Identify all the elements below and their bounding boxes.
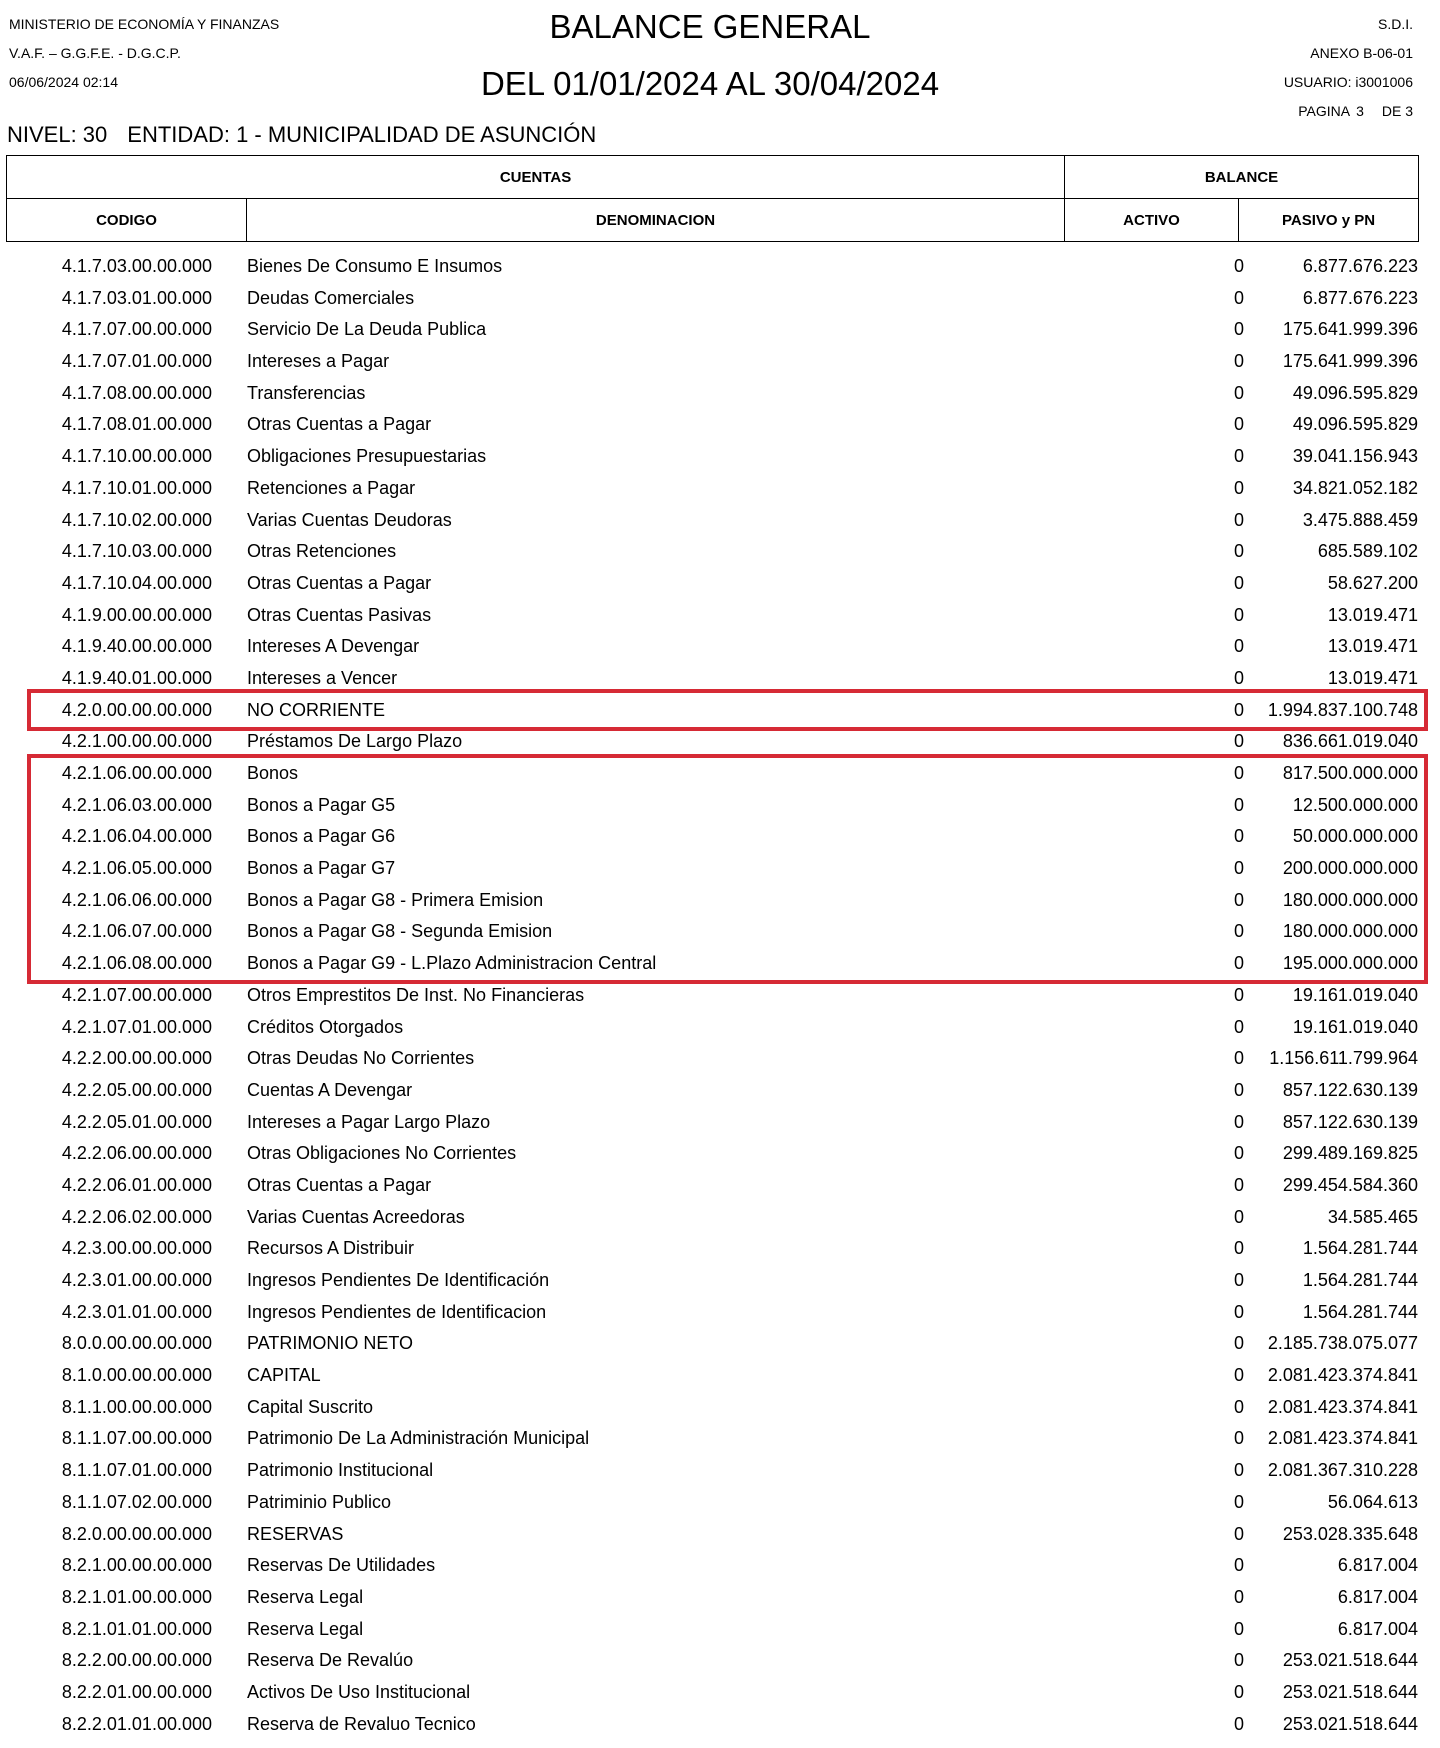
- account-code: 4.2.1.07.01.00.000: [61, 1016, 212, 1037]
- account-name: Otras Cuentas a Pagar: [247, 572, 432, 593]
- account-code: 4.2.2.05.01.00.000: [61, 1111, 212, 1132]
- pasivo-value: 3.475.888.459: [1302, 509, 1418, 530]
- page-label: PAGINA: [1298, 103, 1351, 119]
- account-name: Intereses A Devengar: [247, 636, 420, 657]
- table-row: [6, 1582, 1418, 1614]
- activo-value: 0: [1233, 1681, 1244, 1702]
- account-code: 4.1.7.03.00.00.000: [61, 256, 212, 276]
- account-name: PATRIMONIO NETO: [247, 1333, 414, 1354]
- account-name: Otras Cuentas a Pagar: [247, 414, 432, 435]
- header-codigo: CODIGO: [7, 199, 247, 242]
- table-row: [6, 409, 1418, 441]
- table-row: [6, 1455, 1418, 1487]
- pasivo-value: 836.661.019.040: [1282, 731, 1418, 752]
- activo-value: 0: [1233, 1333, 1244, 1354]
- table-row: [6, 1614, 1418, 1646]
- account-name: Bonos a Pagar G9 - L.Plazo Administracion Central: [247, 953, 657, 974]
- pasivo-value: 299.454.584.360: [1282, 1174, 1418, 1195]
- account-name: Bonos: [247, 763, 299, 783]
- account-name: Créditos Otorgados: [247, 1016, 404, 1037]
- table-row: [6, 1043, 1418, 1075]
- table-row: [6, 663, 1418, 695]
- activo-value: 0: [1233, 1111, 1244, 1132]
- account-name: Otras Retenciones: [247, 541, 397, 562]
- pasivo-value: 1.564.281.744: [1302, 1270, 1418, 1290]
- activo-value: 0: [1233, 256, 1244, 276]
- account-name: Transferencias: [247, 382, 366, 403]
- pasivo-value: 6.877.676.223: [1302, 256, 1418, 276]
- account-code: 8.2.1.00.00.00.000: [61, 1555, 212, 1576]
- activo-value: 0: [1233, 826, 1244, 847]
- table-row: [6, 473, 1418, 505]
- activo-value: 0: [1233, 1143, 1244, 1164]
- activo-value: 0: [1233, 1650, 1244, 1671]
- activo-value: 0: [1233, 604, 1244, 625]
- table-row: [6, 1107, 1418, 1139]
- activo-value: 0: [1233, 287, 1244, 308]
- account-name: Cuentas A Devengar: [247, 1079, 413, 1100]
- account-code: 4.1.7.10.03.00.000: [61, 541, 212, 562]
- account-code: 4.1.7.03.01.00.000: [61, 287, 212, 308]
- account-code: 4.2.1.06.00.00.000: [61, 763, 212, 783]
- page-indicator: [1284, 97, 1413, 126]
- table-row: [6, 1487, 1418, 1519]
- account-code: 8.1.1.07.00.00.000: [61, 1428, 212, 1449]
- pasivo-value: 200.000.000.000: [1282, 858, 1418, 879]
- pasivo-value: 253.028.335.648: [1282, 1523, 1418, 1544]
- header-balance: BALANCE: [1065, 156, 1419, 199]
- pasivo-value: 34.585.465: [1327, 1206, 1418, 1227]
- pasivo-value: 6.817.004: [1337, 1555, 1418, 1576]
- account-name: Ingresos Pendientes de Identificacion: [247, 1301, 547, 1322]
- pasivo-value: 1.564.281.744: [1302, 1238, 1418, 1259]
- table-row: [6, 600, 1418, 632]
- table-row: [6, 251, 1418, 283]
- account-code: 8.2.2.01.00.00.000: [61, 1681, 212, 1702]
- table-row: [6, 1423, 1418, 1455]
- account-code: 4.2.1.06.03.00.000: [61, 794, 212, 815]
- department-code: V.A.F. – G.G.F.E. - D.G.C.P.: [9, 45, 181, 61]
- account-code: 8.1.1.07.01.00.000: [61, 1460, 212, 1481]
- activo-value: 0: [1233, 1428, 1244, 1449]
- activo-value: 0: [1233, 1396, 1244, 1417]
- account-name: Obligaciones Presupuestarias: [247, 446, 487, 467]
- activo-value: 0: [1233, 1048, 1244, 1069]
- table-row: [6, 916, 1418, 948]
- activo-value: 0: [1233, 1174, 1244, 1195]
- pasivo-value: 857.122.630.139: [1282, 1111, 1418, 1132]
- pasivo-value: 6.817.004: [1337, 1586, 1418, 1607]
- table-row: [6, 790, 1418, 822]
- pasivo-value: 253.021.518.644: [1282, 1650, 1418, 1671]
- user-id: USUARIO: i3001006: [1283, 74, 1413, 90]
- table-row: [6, 1012, 1418, 1044]
- activo-value: 0: [1233, 414, 1244, 435]
- header-pasivo: PASIVO y PN: [1239, 199, 1419, 242]
- account-code: 4.1.7.08.01.00.000: [61, 414, 212, 435]
- table-row: [6, 1550, 1418, 1582]
- activo-value: 0: [1233, 921, 1244, 942]
- pasivo-value: 19.161.019.040: [1292, 1016, 1418, 1037]
- table-row: [6, 536, 1418, 568]
- account-code: 4.2.1.06.04.00.000: [61, 826, 212, 847]
- pasivo-value: 1.994.837.100.748: [1267, 699, 1418, 720]
- table-row: [6, 1075, 1418, 1107]
- table-row: [6, 1138, 1418, 1170]
- table-row: [6, 283, 1418, 315]
- pasivo-value: 2.185.738.075.077: [1267, 1333, 1418, 1354]
- activo-value: 0: [1233, 1079, 1244, 1100]
- activo-value: 0: [1233, 1206, 1244, 1227]
- account-code: 4.2.2.05.00.00.000: [61, 1079, 212, 1100]
- page-total: DE 3: [1381, 103, 1413, 119]
- table-row: [6, 695, 1418, 727]
- report-meta: [1284, 10, 1413, 126]
- pasivo-value: 49.096.595.829: [1292, 382, 1418, 403]
- account-name: Reservas De Utilidades: [247, 1555, 436, 1576]
- account-code: 4.1.7.08.00.00.000: [61, 382, 212, 403]
- table-row: [6, 1677, 1418, 1709]
- entity-label: ENTIDAD: 1 - MUNICIPALIDAD DE ASUNCIÓN: [127, 122, 597, 147]
- activo-value: 0: [1233, 858, 1244, 879]
- table-row: [6, 441, 1418, 473]
- account-code: 8.0.0.00.00.00.000: [61, 1333, 212, 1354]
- account-name: CAPITAL: [247, 1365, 321, 1386]
- pasivo-value: 6.877.676.223: [1302, 287, 1418, 308]
- pasivo-value: 175.641.999.396: [1282, 351, 1418, 372]
- account-name: Bonos a Pagar G5: [247, 794, 396, 815]
- table-row: [6, 1202, 1418, 1234]
- activo-value: 0: [1233, 1555, 1244, 1576]
- pasivo-value: 34.821.052.182: [1292, 477, 1418, 498]
- account-code: 4.2.1.06.06.00.000: [61, 889, 212, 910]
- account-name: Recursos A Distribuir: [247, 1238, 415, 1259]
- activo-value: 0: [1233, 319, 1244, 340]
- table-row: [6, 1392, 1418, 1424]
- account-code: 4.2.2.00.00.00.000: [61, 1048, 212, 1069]
- account-code: 8.2.1.01.00.00.000: [61, 1586, 212, 1607]
- pasivo-value: 6.817.004: [1337, 1618, 1418, 1639]
- table-row: [6, 505, 1418, 537]
- activo-value: 0: [1233, 1238, 1244, 1259]
- account-code: 4.2.3.01.00.00.000: [61, 1270, 212, 1290]
- pasivo-value: 175.641.999.396: [1282, 319, 1418, 340]
- pasivo-value: 13.019.471: [1327, 604, 1418, 625]
- account-name: Activos De Uso Institucional: [247, 1681, 471, 1702]
- account-name: Otros Emprestitos De Inst. No Financieras: [247, 984, 585, 1005]
- account-code: 4.1.7.07.00.00.000: [61, 319, 212, 340]
- activo-value: 0: [1233, 1523, 1244, 1544]
- pasivo-value: 1.564.281.744: [1302, 1301, 1418, 1322]
- table-row: [6, 853, 1418, 885]
- account-name: Retenciones a Pagar: [247, 477, 416, 498]
- activo-value: 0: [1233, 1365, 1244, 1386]
- account-name: Patrimonio De La Administración Municipal: [247, 1428, 590, 1449]
- table-row: [6, 885, 1418, 917]
- pasivo-value: 50.000.000.000: [1292, 826, 1418, 847]
- header-activo: ACTIVO: [1065, 199, 1239, 242]
- table-row: [6, 726, 1418, 758]
- table-row: [6, 1297, 1418, 1329]
- activo-value: 0: [1233, 1618, 1244, 1639]
- pasivo-value: 180.000.000.000: [1282, 889, 1418, 910]
- account-name: Intereses a Pagar Largo Plazo: [247, 1111, 491, 1132]
- account-code: 4.1.9.40.00.00.000: [61, 636, 212, 657]
- table-row: [6, 1328, 1418, 1360]
- activo-value: 0: [1233, 541, 1244, 562]
- ministry-name: MINISTERIO DE ECONOMÍA Y FINANZAS: [9, 16, 280, 32]
- account-name: Reserva De Revalúo: [247, 1650, 414, 1671]
- account-code: 4.2.1.06.07.00.000: [61, 921, 212, 942]
- account-name: Préstamos De Largo Plazo: [247, 731, 463, 752]
- account-code: 4.2.2.06.00.00.000: [61, 1143, 212, 1164]
- account-code: 4.1.7.10.01.00.000: [61, 477, 212, 498]
- table-row: [6, 314, 1418, 346]
- account-name: RESERVAS: [247, 1523, 344, 1544]
- activo-value: 0: [1233, 1270, 1244, 1290]
- account-name: Patriminio Publico: [247, 1491, 392, 1512]
- table-row: [6, 568, 1418, 600]
- account-code: 4.1.7.10.00.00.000: [61, 446, 212, 467]
- account-code: 4.1.7.10.04.00.000: [61, 572, 212, 593]
- account-name: Bonos a Pagar G8 - Primera Emision: [247, 889, 544, 910]
- balance-table-header: [6, 155, 1419, 242]
- activo-value: 0: [1233, 667, 1244, 688]
- account-code: 8.1.1.07.02.00.000: [61, 1491, 212, 1512]
- activo-value: 0: [1233, 794, 1244, 815]
- account-code: 4.2.3.01.01.00.000: [61, 1301, 212, 1322]
- account-code: 8.2.0.00.00.00.000: [61, 1523, 212, 1544]
- account-name: Intereses a Vencer: [247, 667, 398, 688]
- account-name: Reserva de Revaluo Tecnico: [247, 1713, 476, 1734]
- pasivo-value: 195.000.000.000: [1282, 953, 1418, 974]
- pasivo-value: 253.021.518.644: [1282, 1713, 1418, 1734]
- pasivo-value: 39.041.156.943: [1292, 446, 1418, 467]
- account-name: Bonos a Pagar G8 - Segunda Emision: [247, 921, 553, 942]
- table-row: [6, 1265, 1418, 1297]
- activo-value: 0: [1233, 984, 1244, 1005]
- account-code: 4.2.3.00.00.00.000: [61, 1238, 212, 1259]
- table-row: [6, 980, 1418, 1012]
- activo-value: 0: [1233, 1016, 1244, 1037]
- account-name: Reserva Legal: [247, 1586, 364, 1607]
- account-name: Bonos a Pagar G7: [247, 858, 396, 879]
- balance-rows: [6, 251, 1418, 1740]
- account-code: 4.2.2.06.02.00.000: [61, 1206, 212, 1227]
- activo-value: 0: [1233, 509, 1244, 530]
- pasivo-value: 2.081.367.310.228: [1267, 1460, 1418, 1481]
- account-name: Varias Cuentas Acreedoras: [247, 1206, 465, 1227]
- account-code: 4.2.1.06.08.00.000: [61, 953, 212, 974]
- table-row: [6, 346, 1418, 378]
- activo-value: 0: [1233, 763, 1244, 783]
- pasivo-value: 817.500.000.000: [1282, 763, 1418, 783]
- activo-value: 0: [1233, 382, 1244, 403]
- pasivo-value: 19.161.019.040: [1292, 984, 1418, 1005]
- activo-value: 0: [1233, 446, 1244, 467]
- account-name: Deudas Comerciales: [247, 287, 415, 308]
- annex-code: ANEXO B-06-01: [1310, 45, 1413, 61]
- account-code: 4.2.1.07.00.00.000: [61, 984, 212, 1005]
- account-code: 4.2.0.00.00.00.000: [61, 699, 212, 720]
- table-row: [6, 378, 1418, 410]
- account-code: 4.2.1.00.00.00.000: [61, 731, 212, 752]
- header-denominacion: DENOMINACION: [247, 199, 1065, 242]
- activo-value: 0: [1233, 1460, 1244, 1481]
- account-name: Bonos a Pagar G6: [247, 826, 396, 847]
- activo-value: 0: [1233, 699, 1244, 720]
- account-name: Patrimonio Institucional: [247, 1460, 434, 1481]
- account-code: 8.2.2.01.01.00.000: [61, 1713, 212, 1734]
- pasivo-value: 2.081.423.374.841: [1267, 1428, 1418, 1449]
- account-code: 8.2.2.00.00.00.000: [61, 1650, 212, 1671]
- table-row: [6, 821, 1418, 853]
- pasivo-value: 2.081.423.374.841: [1267, 1365, 1418, 1386]
- system-code: S.D.I.: [1377, 16, 1413, 32]
- account-code: 4.1.9.00.00.00.000: [61, 604, 212, 625]
- table-row: [6, 1360, 1418, 1392]
- account-name: Intereses a Pagar: [247, 351, 390, 372]
- activo-value: 0: [1233, 477, 1244, 498]
- account-name: Otras Cuentas a Pagar: [247, 1174, 432, 1195]
- report-period: DEL 01/01/2024 AL 30/04/2024: [480, 65, 940, 102]
- activo-value: 0: [1233, 953, 1244, 974]
- activo-value: 0: [1233, 636, 1244, 657]
- entity-line: [7, 122, 616, 148]
- activo-value: 0: [1233, 731, 1244, 752]
- pasivo-value: 299.489.169.825: [1282, 1143, 1418, 1164]
- pasivo-value: 56.064.613: [1327, 1491, 1418, 1512]
- account-code: 8.1.0.00.00.00.000: [61, 1365, 212, 1386]
- activo-value: 0: [1233, 1586, 1244, 1607]
- table-row: [6, 631, 1418, 663]
- activo-value: 0: [1233, 889, 1244, 910]
- activo-value: 0: [1233, 351, 1244, 372]
- account-code: 4.1.7.07.01.00.000: [61, 351, 212, 372]
- pasivo-value: 2.081.423.374.841: [1267, 1396, 1418, 1417]
- account-code: 4.1.7.10.02.00.000: [61, 509, 212, 530]
- pasivo-value: 58.627.200: [1327, 572, 1418, 593]
- table-row: [6, 1709, 1418, 1741]
- account-code: 8.1.1.00.00.00.000: [61, 1396, 212, 1417]
- pasivo-value: 253.021.518.644: [1282, 1681, 1418, 1702]
- table-row: [6, 1519, 1418, 1551]
- table-row: [6, 948, 1418, 980]
- pasivo-value: 13.019.471: [1327, 636, 1418, 657]
- pasivo-value: 12.500.000.000: [1292, 794, 1418, 815]
- account-code: 4.2.1.06.05.00.000: [61, 858, 212, 879]
- account-code: 4.2.2.06.01.00.000: [61, 1174, 212, 1195]
- pasivo-value: 49.096.595.829: [1292, 414, 1418, 435]
- account-name: Servicio De La Deuda Publica: [247, 319, 487, 340]
- account-name: Otras Deudas No Corrientes: [247, 1048, 475, 1069]
- table-row: [6, 1233, 1418, 1265]
- pasivo-value: 857.122.630.139: [1282, 1079, 1418, 1100]
- report-title: BALANCE GENERAL: [549, 8, 871, 45]
- activo-value: 0: [1233, 1713, 1244, 1734]
- nivel-label: NIVEL: 30: [7, 122, 108, 147]
- account-code: 8.2.1.01.01.00.000: [61, 1618, 212, 1639]
- account-name: Capital Suscrito: [247, 1396, 374, 1417]
- print-timestamp: 06/06/2024 02:14: [9, 74, 118, 90]
- page-number: 3: [1356, 103, 1364, 119]
- pasivo-value: 685.589.102: [1317, 541, 1418, 562]
- table-row: [6, 1170, 1418, 1202]
- pasivo-value: 180.000.000.000: [1282, 921, 1418, 942]
- pasivo-value: 1.156.611.799.964: [1269, 1048, 1418, 1069]
- table-row: [6, 758, 1418, 790]
- account-name: Ingresos Pendientes De Identificación: [247, 1270, 550, 1290]
- table-row: [6, 1645, 1418, 1677]
- account-name: Varias Cuentas Deudoras: [247, 509, 452, 530]
- account-name: Reserva Legal: [247, 1618, 364, 1639]
- account-code: 4.1.9.40.01.00.000: [61, 667, 212, 688]
- pasivo-value: 13.019.471: [1327, 667, 1418, 688]
- header-cuentas: CUENTAS: [7, 156, 1065, 199]
- account-name: NO CORRIENTE: [247, 699, 386, 720]
- account-name: Otras Cuentas Pasivas: [247, 604, 432, 625]
- account-name: Bienes De Consumo E Insumos: [247, 256, 503, 276]
- account-name: Otras Obligaciones No Corrientes: [247, 1143, 517, 1164]
- activo-value: 0: [1233, 1491, 1244, 1512]
- activo-value: 0: [1233, 1301, 1244, 1322]
- activo-value: 0: [1233, 572, 1244, 593]
